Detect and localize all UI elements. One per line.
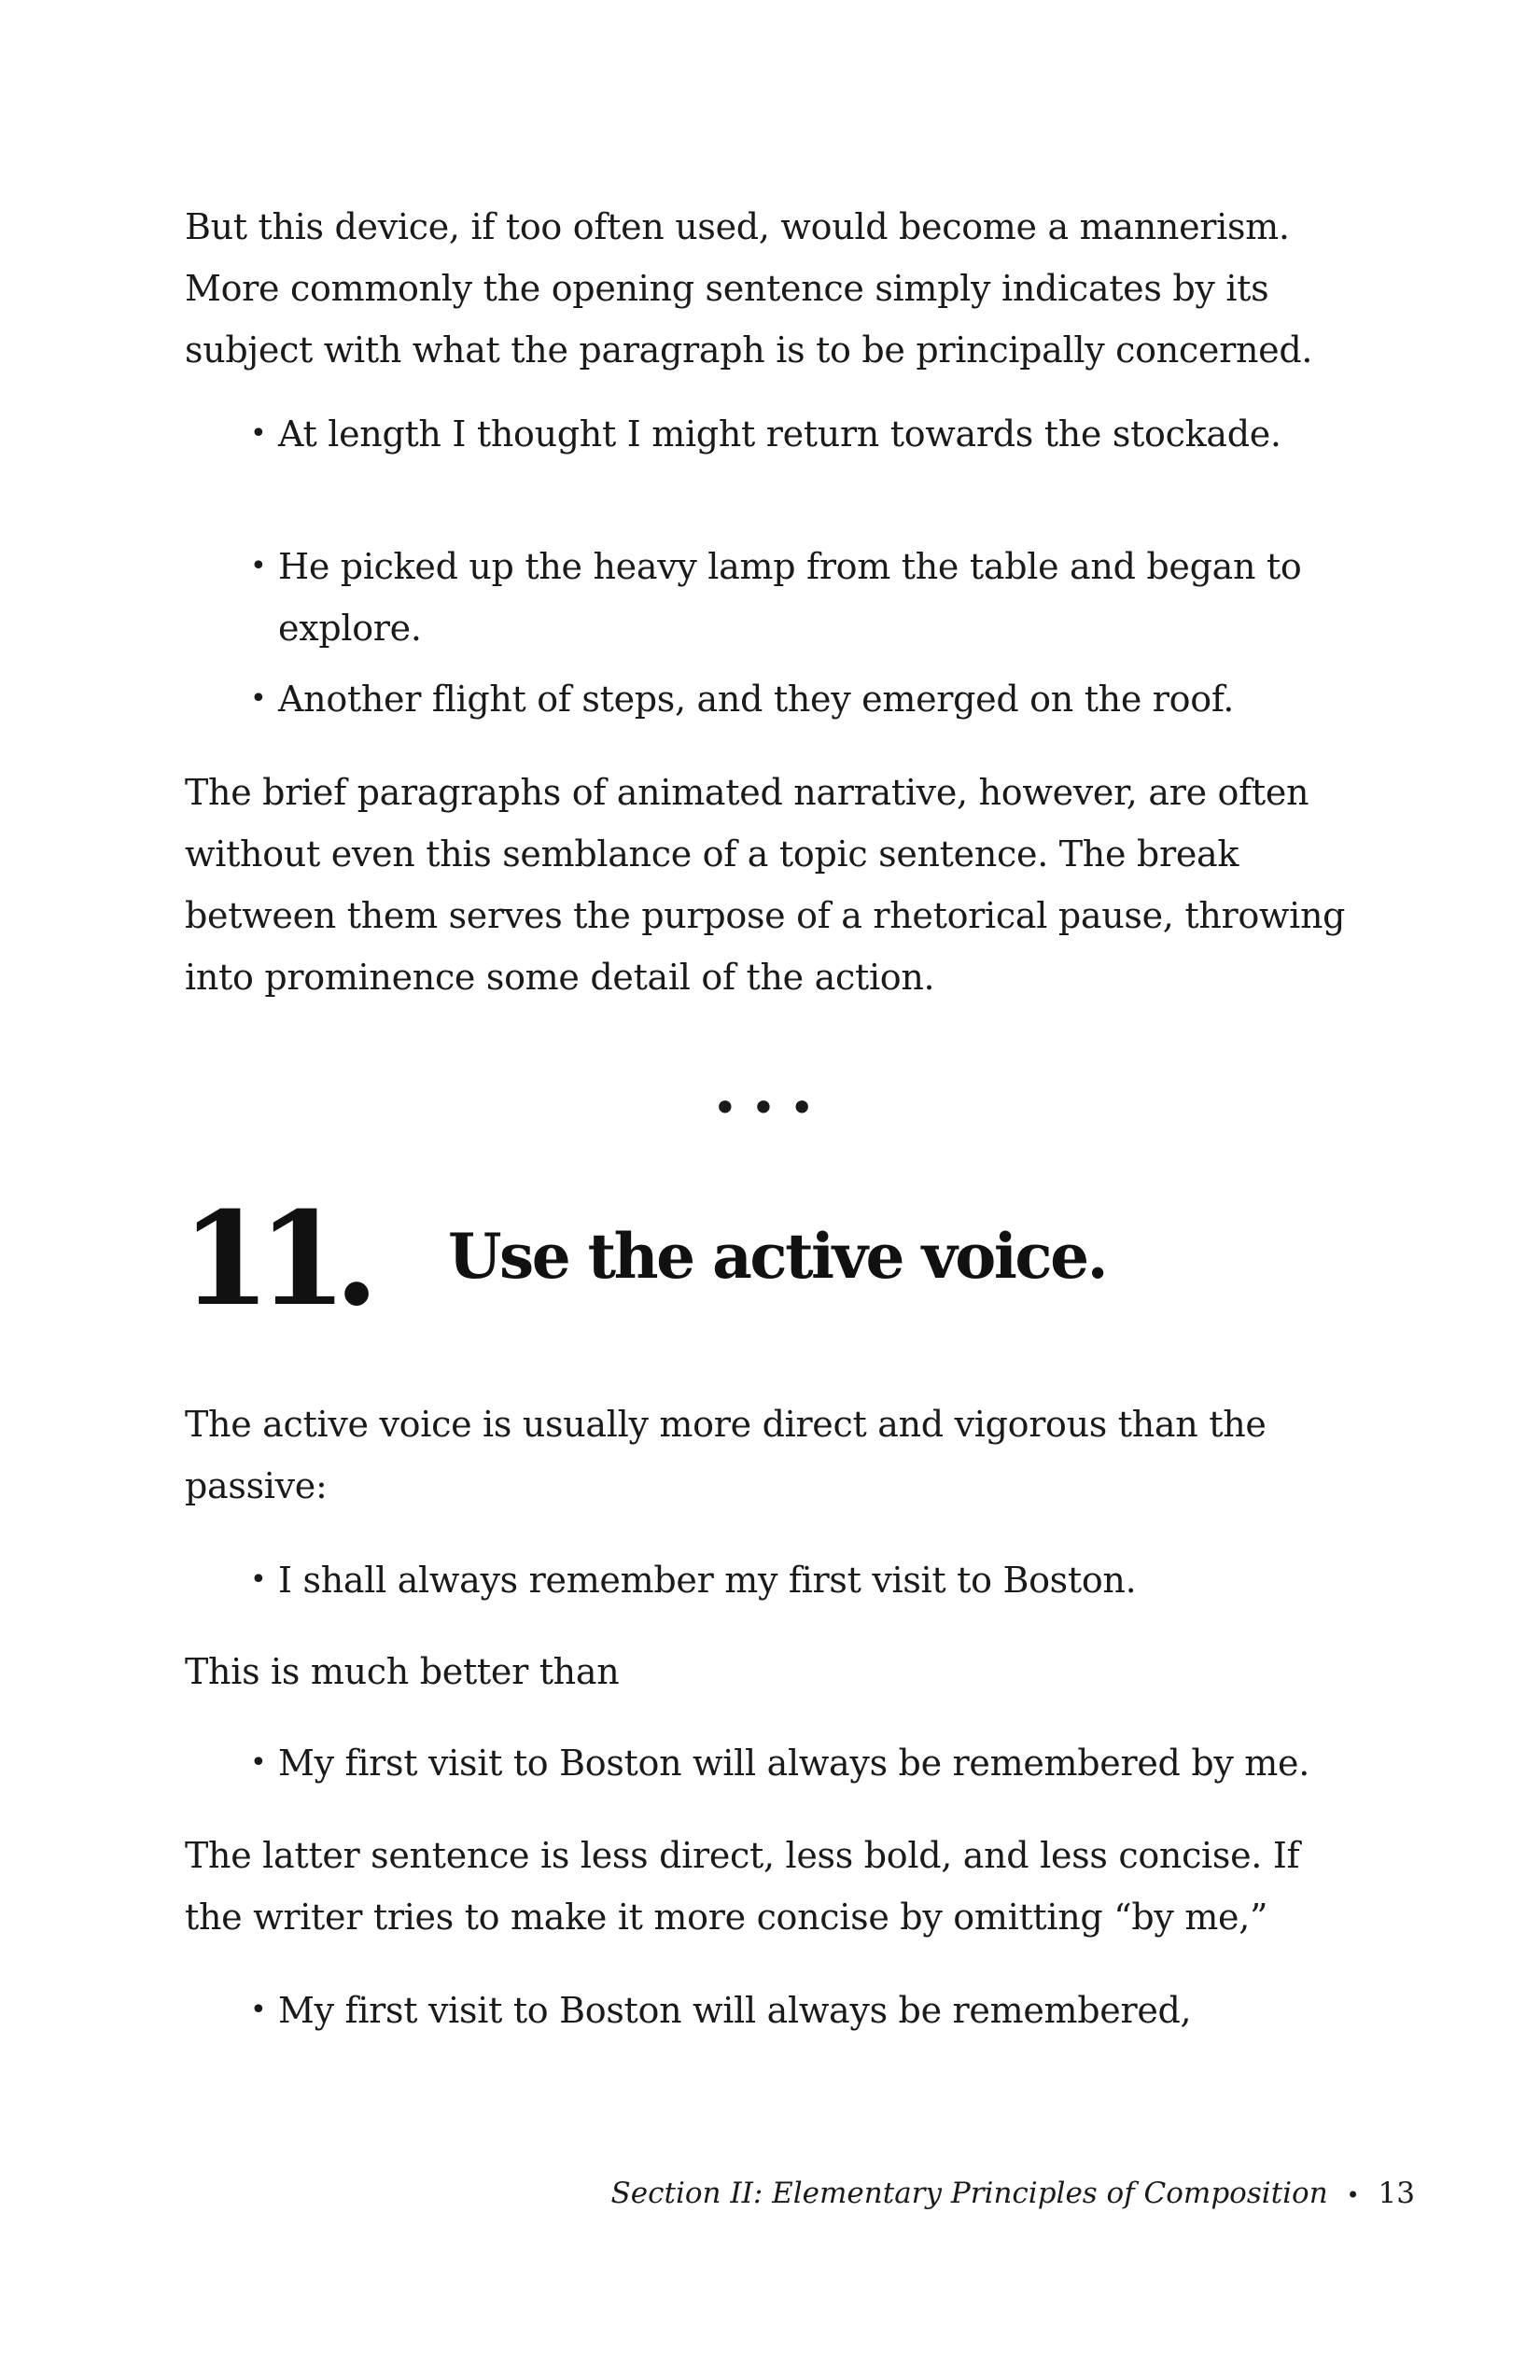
list-item-text: At length I thought I might return towards the stockade. (278, 413, 1281, 455)
list-item (250, 1549, 1351, 1611)
page-number: 13 (1378, 2177, 1415, 2210)
list-item-text: My first visit to Boston will always be remembered, (278, 1990, 1192, 2031)
paragraph-better-than: This is much better than (185, 1651, 620, 1692)
list-item-text: He picked up the heavy lamp from the table and began to explore. (278, 546, 1302, 649)
paragraph-mannerism: But this device, if too often used, would become a mannerism. More commonly the opening sentence simply indicates by its subject with what the paragraph is to be principally concerned. (185, 206, 1313, 371)
bullet-icon: • (250, 1563, 267, 1596)
paragraph-latter-sentence: The latter sentence is less direct, less bold, and less concise. If the writer tries to make it more concise by omitting “by me,” (185, 1835, 1300, 1938)
page-footer (611, 2175, 1415, 2214)
list-item (250, 668, 1351, 730)
footer-separator: • (1346, 2182, 1360, 2208)
list-item-text: Another flight of steps, and they emerged on the roof. (278, 679, 1235, 720)
section-title: Use the active voice. (448, 1220, 1107, 1293)
bullet-icon: • (250, 1746, 267, 1779)
bullet-icon: • (250, 417, 267, 450)
running-head: Section II: Elementary Principles of Composition (610, 2177, 1328, 2210)
list-item-text: I shall always remember my first visit to Boston. (278, 1560, 1137, 1601)
list-item (250, 1980, 1351, 2041)
section-number: 11. (181, 1183, 367, 1335)
section-break-ornament: ••• (712, 1083, 828, 1133)
list-item (250, 403, 1351, 465)
list-item-text: My first visit to Boston will always be remembered by me. (278, 1743, 1309, 1784)
bullet-icon: • (250, 682, 267, 715)
paragraph-active-voice: The active voice is usually more direct and vigorous than the passive: (185, 1404, 1267, 1506)
bullet-icon: • (250, 1994, 267, 2026)
bullet-icon: • (250, 550, 267, 582)
paragraph-narrative: The brief paragraphs of animated narrative, however, are often without even this semblance of a topic sentence. The break between them serves the purpose of a rhetorical pause, throwing into prominence some detail of the action. (185, 772, 1346, 998)
list-item (250, 1732, 1351, 1794)
list-item (250, 536, 1351, 659)
